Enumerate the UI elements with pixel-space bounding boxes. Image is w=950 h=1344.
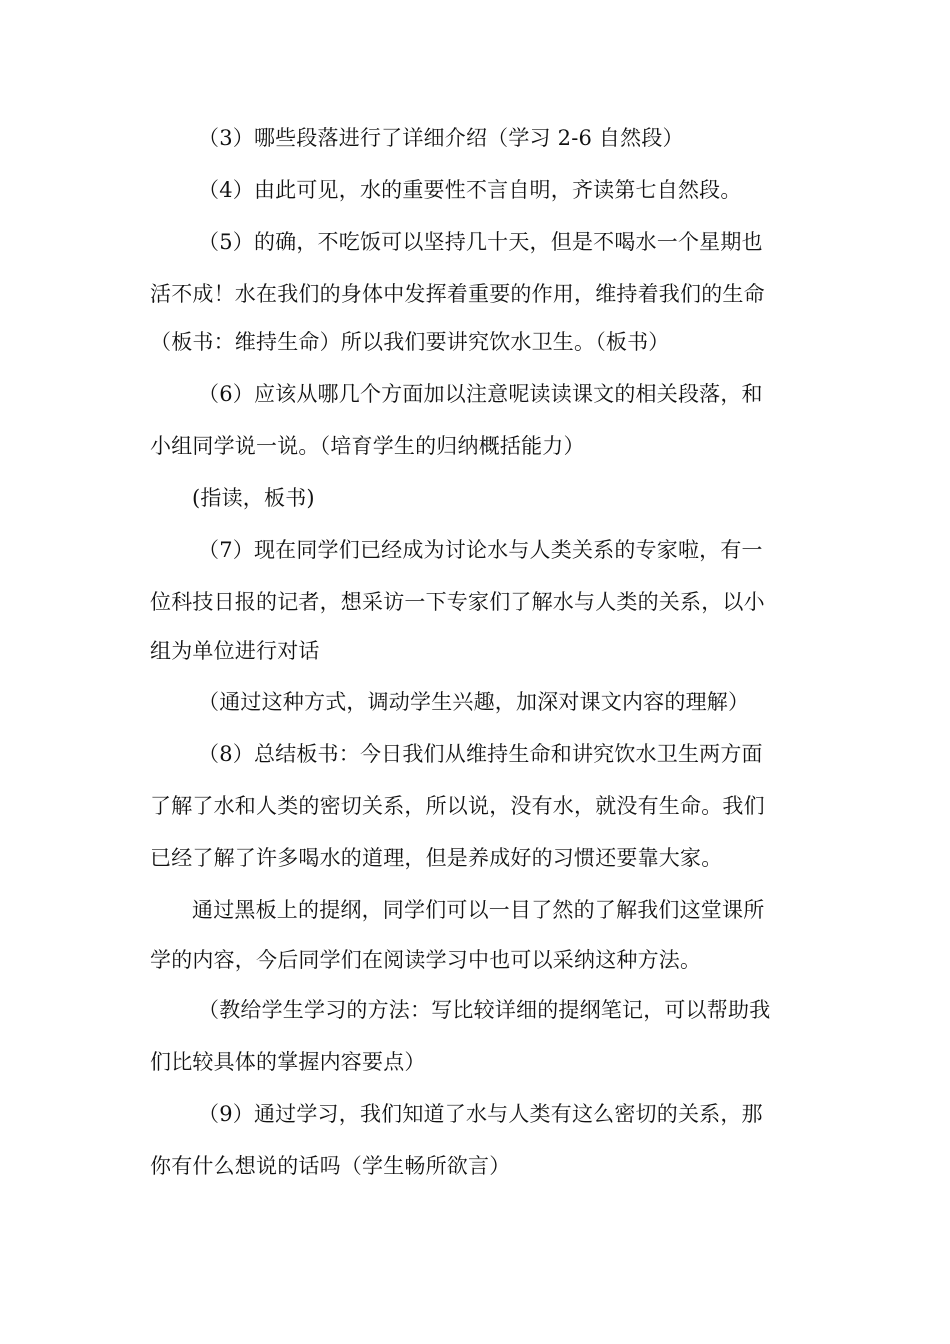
text-line: 活不成！水在我们的身体中发挥着重要的作用，维持着我们的生命	[150, 282, 765, 306]
text-line: （8）总结板书：今日我们从维持生命和讲究饮水卫生两方面	[198, 742, 763, 766]
text-line: 你有什么想说的话吗（学生畅所欲言）	[150, 1154, 511, 1178]
text-line: 小组同学说一说。（培育学生的归纳概括能力）	[150, 434, 585, 458]
text-line: （6）应该从哪几个方面加以注意呢读读课文的相关段落，和	[198, 382, 763, 406]
text-line: （板书：维持生命）所以我们要讲究饮水卫生。（板书）	[150, 330, 670, 354]
text-line: （3）哪些段落进行了详细介绍（学习 2-6 自然段）	[198, 126, 684, 150]
text-line: （通过这种方式，调动学生兴趣，加深对课文内容的理解）	[198, 690, 750, 714]
text-line: 学的内容，今后同学们在阅读学习中也可以采纳这种方法。	[150, 948, 702, 972]
text-line: （5）的确，不吃饭可以坚持几十天，但是不喝水一个星期也	[198, 230, 763, 254]
text-line: 们比较具体的掌握内容要点）	[150, 1050, 426, 1074]
text-line: 位科技日报的记者，想采访一下专家们了解水与人类的关系，以小	[150, 590, 765, 614]
text-line: 组为单位进行对话	[150, 639, 320, 663]
text-line: （教给学生学习的方法：写比较详细的提纲笔记，可以帮助我	[198, 998, 771, 1022]
text-line: (指读，板书)	[192, 486, 315, 510]
text-line: （4）由此可见，水的重要性不言自明，齐读第七自然段。	[198, 178, 742, 202]
text-line: 了解了水和人类的密切关系，所以说，没有水，就没有生命。我们	[150, 794, 765, 818]
text-line: （7）现在同学们已经成为讨论水与人类关系的专家啦，有一	[198, 538, 763, 562]
text-line: （9）通过学习，我们知道了水与人类有这么密切的关系，那	[198, 1102, 763, 1126]
text-line: 已经了解了许多喝水的道理，但是养成好的习惯还要靠大家。	[150, 846, 723, 870]
text-line: 通过黑板上的提纲，同学们可以一目了然的了解我们这堂课所	[192, 898, 765, 922]
